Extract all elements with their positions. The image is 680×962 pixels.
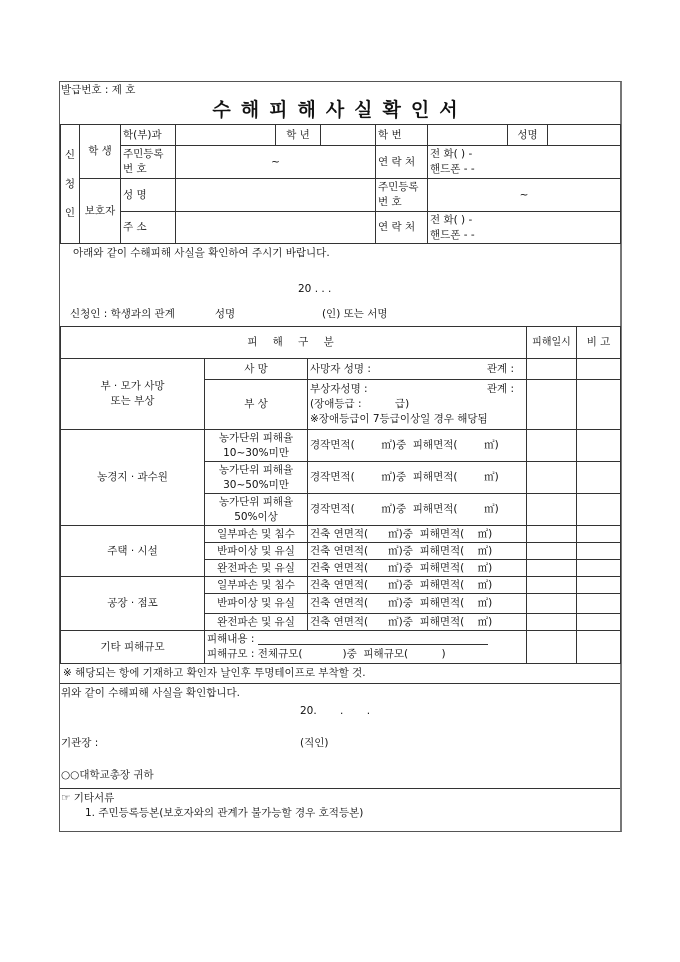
factory-damage-type: 일부파손 및 침수 [205,577,308,594]
farm-date-field[interactable] [527,494,577,526]
farm-date-field[interactable] [527,462,577,494]
student-rrn-label: 주민등록 번 호 [121,146,176,179]
house-damage-type: 완전파손 및 유실 [205,560,308,577]
year-field[interactable] [321,125,376,146]
guardian-phone: 전 화( ) - [430,213,473,226]
farm-date-field[interactable] [527,430,577,462]
house-date-field[interactable] [527,543,577,560]
applicant-side-label: 신 청 인 [61,125,80,244]
house-note-field[interactable] [577,543,621,560]
death-date-field[interactable] [527,359,577,380]
year-label: 학 년 [276,125,321,146]
other-category: 기타 피해규모 [61,631,205,664]
student-id-field[interactable] [428,125,508,146]
addressee: ○○대학교총장 귀하 [61,769,154,781]
student-mobile: 핸드폰 - - [430,163,475,175]
farm-area[interactable]: 경작면적( ㎡)중 피해면적( ㎡) [308,430,527,462]
house-row [61,526,621,543]
injury-date-field[interactable] [527,380,577,430]
death-note-field[interactable] [577,359,621,380]
farm-rate: 농가단위 피해율 50%이상 [205,494,308,526]
factory-category: 공장 · 점포 [61,577,205,631]
house-area[interactable]: 건축 연면적( ㎡)중 피해면적( ㎡) [308,526,527,543]
house-date-field[interactable] [527,560,577,577]
factory-note-field[interactable] [577,577,621,594]
injury-note-field[interactable] [577,380,621,430]
student-contact-field[interactable] [428,146,621,179]
factory-damage-type: 완전파손 및 유실 [205,614,308,631]
guardian-rrn-field[interactable]: ~ [428,179,621,212]
house-note-field[interactable] [577,560,621,577]
student-phone: 전 화( ) - [430,148,473,160]
attachment-item: 1. 주민등록등본(보호자와의 관계가 불가능할 경우 호적등본) [85,807,364,819]
applicant-table [60,124,621,244]
farm-note-field[interactable] [577,430,621,462]
death-label: 사 망 [205,359,308,380]
guardian-rrn-label: 주민등록 번 호 [376,179,428,212]
farm-rate: 농가단위 피해율 30~50%미만 [205,462,308,494]
student-rrn-field[interactable]: ~ [176,146,376,179]
factory-date-field[interactable] [527,577,577,594]
factory-area[interactable]: 건축 연면적( ㎡)중 피해면적( ㎡) [308,614,527,631]
issue-number: 발급번호 : 제 호 [61,84,136,96]
factory-note-field[interactable] [577,594,621,614]
guardian-name-field[interactable] [176,179,376,212]
farm-category: 농경지 · 과수원 [61,430,205,526]
factory-date-field[interactable] [527,614,577,631]
house-category: 주택 · 시설 [61,526,205,577]
request-date: 20 . . . [298,283,332,295]
farm-area[interactable]: 경작면적( ㎡)중 피해면적( ㎡) [308,462,527,494]
guardian-address-field[interactable] [176,212,376,244]
other-detail[interactable]: 피해내용 : 피해규모 : 전체규모( )중 피해규모( ) [205,631,527,664]
guardian-label: 보호자 [80,179,121,244]
guardian-contact-label: 연 락 처 [376,212,428,244]
authority-label: 기관장 : [61,737,99,749]
student-label: 학 생 [80,125,121,179]
note-header: 비 고 [577,327,621,359]
guardian-mobile: 핸드폰 - - [430,228,475,241]
house-date-field[interactable] [527,526,577,543]
other-date-field[interactable] [527,631,577,664]
damage-date-header: 피해일시 [527,327,577,359]
request-block [60,244,620,326]
house-area[interactable]: 건축 연면적( ㎡)중 피해면적( ㎡) [308,560,527,577]
notice: ※ 해당되는 항에 기재하고 확인자 날인후 투명테이프로 부착할 것. [63,667,366,679]
factory-damage-type: 반파이상 및 유실 [205,594,308,614]
factory-row [61,577,621,594]
official-seal: (직인) [300,737,329,749]
house-damage-type: 반파이상 및 유실 [205,543,308,560]
confirmation-date: 20. . . [300,705,371,717]
form-title: 수해피해사실확인서 [212,99,468,121]
factory-note-field[interactable] [577,614,621,631]
injury-label: 부 상 [205,380,308,430]
factory-area[interactable]: 건축 연면적( ㎡)중 피해면적( ㎡) [308,594,527,614]
guardian-name-label: 성 명 [121,179,176,212]
student-name-field[interactable] [548,125,621,146]
confirmation-block [60,683,620,788]
form-sheet [59,81,622,832]
farm-area[interactable]: 경작면적( ㎡)중 피해면적( ㎡) [308,494,527,526]
factory-date-field[interactable] [527,594,577,614]
farm-note-field[interactable] [577,494,621,526]
confirmation-text: 위와 같이 수해피해 사실을 확인합니다. [61,687,240,699]
student-id-label: 학 번 [376,125,428,146]
dept-label: 학(부)과 [121,125,176,146]
attachments-block [60,788,620,831]
injury-detail[interactable]: 부상자성명 : 관계 : (장애등급 : 급) ※장애등급이 7등급이상일 경우 해당됨 [308,380,527,430]
guardian-contact-field[interactable] [428,212,621,244]
house-area[interactable]: 건축 연면적( ㎡)중 피해면적( ㎡) [308,543,527,560]
factory-area[interactable]: 건축 연면적( ㎡)중 피해면적( ㎡) [308,577,527,594]
farm-rate: 농가단위 피해율 10~30%미만 [205,430,308,462]
guardian-address-label: 주 소 [121,212,176,244]
applicant-signature-line: 신청인 : 학생과의 관계 성명 (인) 또는 서명 [70,308,388,320]
farm-note-field[interactable] [577,462,621,494]
other-note-field[interactable] [577,631,621,664]
parent-category: 부 · 모가 사망 또는 부상 [61,359,205,430]
request-text: 아래와 같이 수해피해 사실을 확인하여 주시기 바랍니다. [73,247,330,259]
damage-category-header: 피 해 구 분 [61,327,527,359]
death-detail[interactable]: 사망자 성명 : 관계 : [308,359,527,380]
other-content-line[interactable] [258,634,488,645]
farm-row [61,430,621,462]
damage-table [60,326,621,664]
student-name-label: 성명 [508,125,548,146]
house-damage-type: 일부파손 및 침수 [205,526,308,543]
dept-field[interactable] [176,125,276,146]
attachments-heading: ☞ 기타서류 [61,792,115,804]
house-note-field[interactable] [577,526,621,543]
student-contact-label: 연 락 처 [376,146,428,179]
